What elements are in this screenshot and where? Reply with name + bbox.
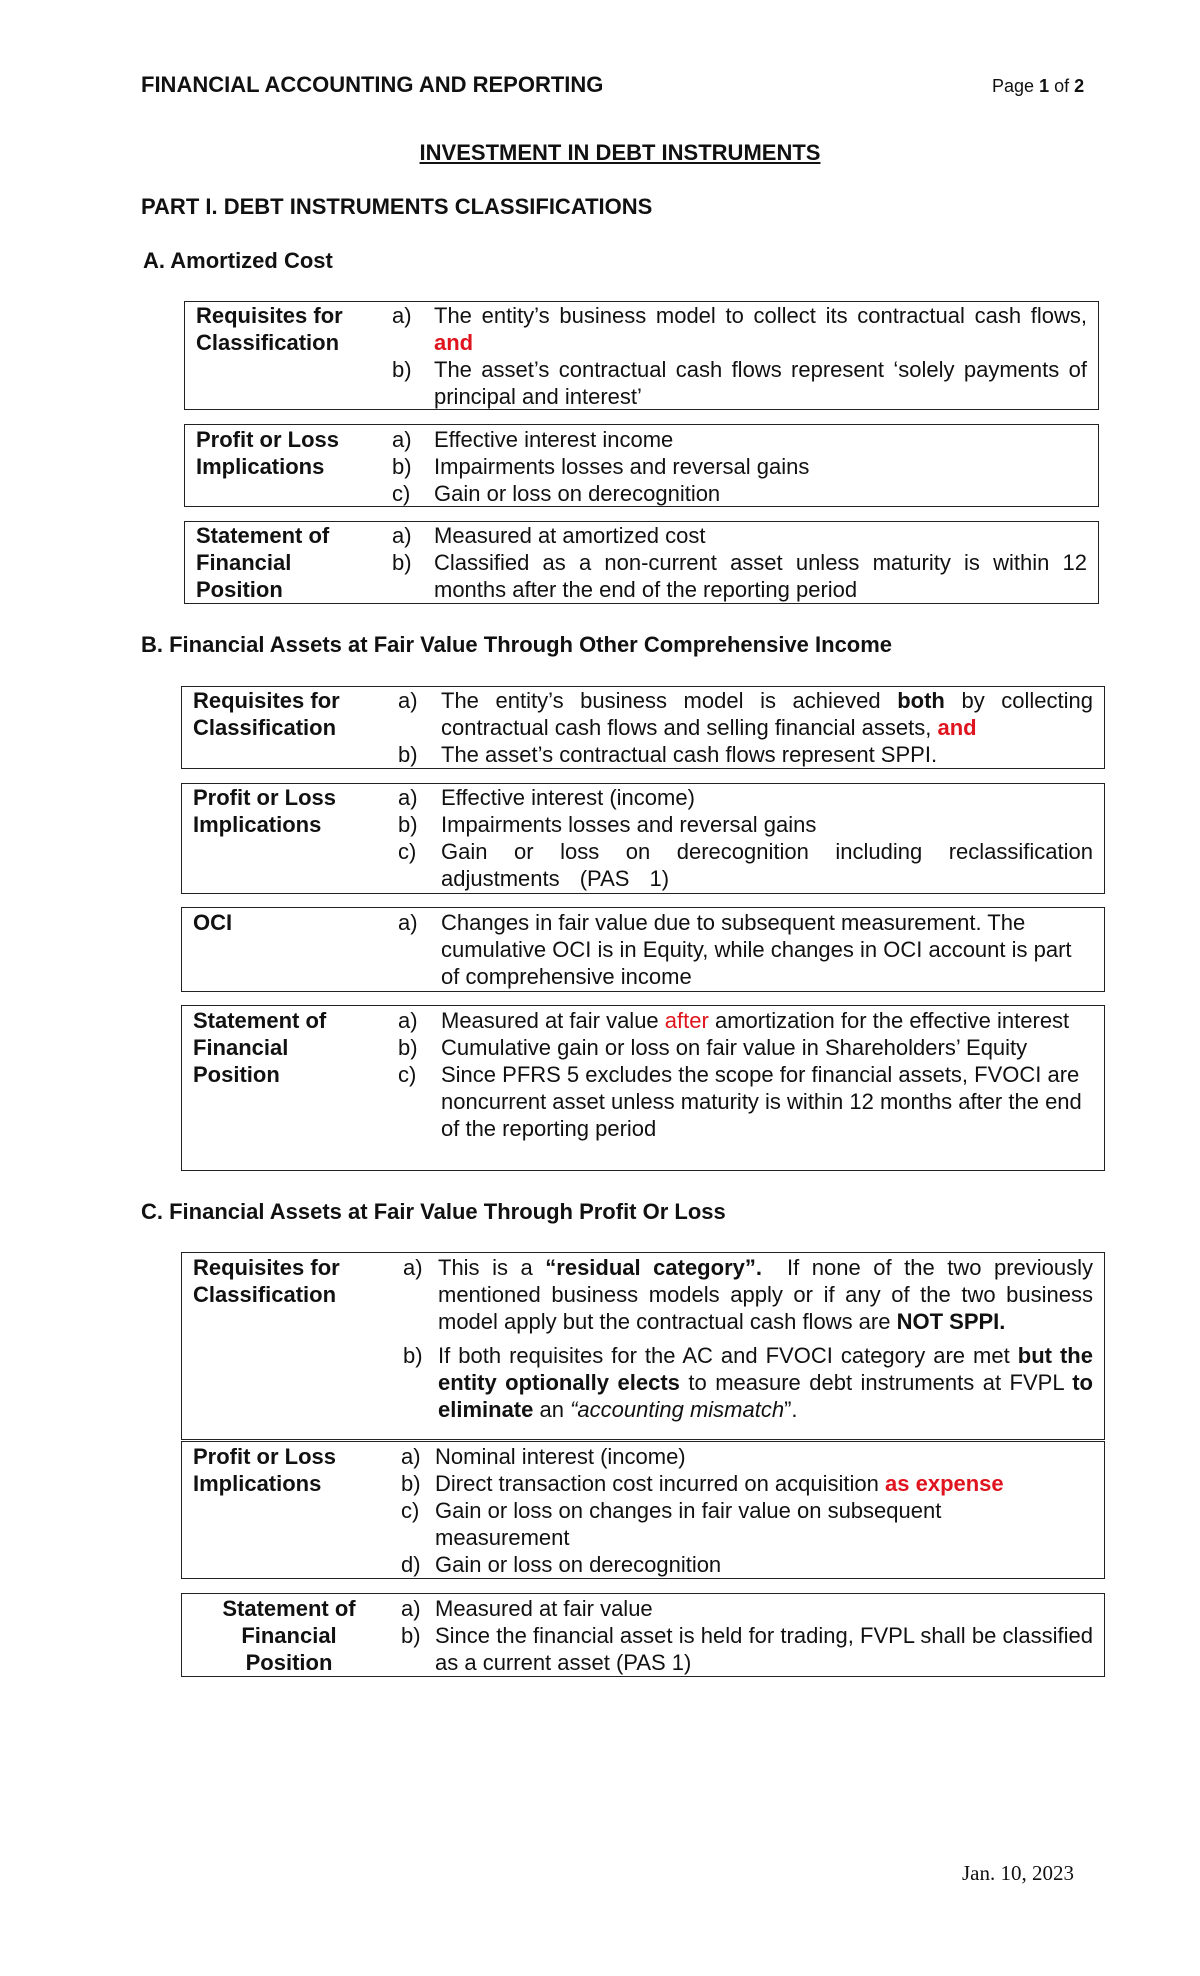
list-item: b) The asset’s contractual cash flows represent SPPI. bbox=[398, 742, 938, 767]
section-a-requisites-label: Requisites for Classification bbox=[196, 303, 343, 355]
page-current: 1 bbox=[1039, 76, 1050, 96]
list-item: c) Since PFRS 5 excludes the scope for financial assets, FVOCI are noncurrent asset unless maturity is within 12 months after the end of the reporting period bbox=[398, 1062, 1082, 1141]
section-a-heading: A. Amortized Cost bbox=[143, 248, 333, 273]
page-of: of bbox=[1054, 76, 1070, 96]
section-c-financial-position-label: Statement of Financial Position bbox=[222, 1596, 356, 1675]
section-a-profit-loss-label: Profit or Loss Implications bbox=[196, 427, 340, 479]
list-item: a) The entity’s business model is achieved both by collecting contractual cash flows and selling financial assets, and bbox=[398, 688, 1093, 740]
list-item: d) Gain or loss on derecognition bbox=[401, 1552, 722, 1577]
list-item: b) Impairments losses and reversal gains bbox=[398, 812, 817, 837]
section-b-heading: B. Financial Assets at Fair Value Through Other Comprehensive Income bbox=[141, 632, 893, 657]
part-title: PART I. DEBT INSTRUMENTS CLASSIFICATIONS bbox=[141, 194, 653, 219]
list-item: b) Impairments losses and reversal gains bbox=[392, 454, 810, 479]
list-item: a) Effective interest (income) bbox=[398, 785, 695, 810]
section-c-profit-loss-list bbox=[401, 1443, 1093, 1578]
section-c-financial-position-list bbox=[401, 1595, 1093, 1676]
section-b-requisites-list bbox=[398, 687, 1093, 768]
list-item: a) Effective interest income bbox=[392, 427, 674, 452]
section-c-profit-loss-label: Profit or Loss Implications bbox=[193, 1444, 337, 1496]
section-c-requisites-list bbox=[403, 1254, 1093, 1423]
section-a-financial-position-label: Statement of Financial Position bbox=[196, 523, 330, 602]
section-a-financial-position-list bbox=[392, 522, 1087, 603]
page-word: Page bbox=[992, 76, 1035, 96]
section-a-profit-loss-list bbox=[392, 426, 1087, 507]
section-c-requisites-label: Requisites for Classification bbox=[193, 1255, 340, 1307]
section-c-heading: C. Financial Assets at Fair Value Through Profit Or Loss bbox=[141, 1199, 726, 1224]
list-item: a) Changes in fair value due to subsequent measurement. The cumulative OCI is in Equity, while changes in OCI account is part of comprehensive income bbox=[398, 910, 1072, 989]
list-item: a) This is a “residual category”. If none of the two previously mentioned business models apply or if any of the two business model apply but the contractual cash flows are NOT SPPI. bbox=[403, 1255, 1093, 1334]
page-total: 2 bbox=[1074, 76, 1085, 96]
list-item: a) Measured at fair value after amortization for the effective interest bbox=[398, 1008, 1070, 1033]
list-item: c) Gain or loss on changes in fair value on subsequent measurement bbox=[401, 1498, 942, 1550]
section-b-profit-loss-label: Profit or Loss Implications bbox=[193, 785, 337, 837]
list-item: b) If both requisites for the AC and FVOCI category are met but the entity optionally elects to measure debt instruments at FVPL to eliminate an “accounting mismatch”. bbox=[403, 1343, 1093, 1422]
page-number bbox=[992, 76, 1084, 97]
list-item: b) Classified as a non-current asset unless maturity is within 12 months after the end of the reporting period bbox=[392, 550, 1087, 602]
list-item: b) Cumulative gain or loss on fair value in Shareholders’ Equity bbox=[398, 1035, 1028, 1060]
list-item: b) Since the financial asset is held for trading, FVPL shall be classified as a current asset (PAS 1) bbox=[401, 1623, 1093, 1675]
list-item: a) Measured at amortized cost bbox=[392, 523, 706, 548]
list-item: b) The asset’s contractual cash flows represent ‘solely payments of principal and interest’ bbox=[392, 357, 1087, 409]
section-b-oci-label: OCI bbox=[193, 910, 233, 935]
document-title: INVESTMENT IN DEBT INSTRUMENTS bbox=[419, 140, 821, 165]
section-b-financial-position-list bbox=[398, 1007, 1093, 1142]
section-b-requisites-label: Requisites for Classification bbox=[193, 688, 340, 740]
list-item: a) Measured at fair value bbox=[401, 1596, 653, 1621]
header-title: FINANCIAL ACCOUNTING AND REPORTING bbox=[141, 72, 604, 97]
section-b-profit-loss-list bbox=[398, 784, 1093, 892]
list-item: c) Gain or loss on derecognition bbox=[392, 481, 721, 506]
section-b-oci-list bbox=[398, 909, 1093, 990]
section-a-requisites-list bbox=[392, 302, 1087, 410]
list-item: a) The entity’s business model to collect its contractual cash flows, and bbox=[392, 303, 1087, 355]
list-item: a) Nominal interest (income) bbox=[401, 1444, 686, 1469]
footer-date: Jan. 10, 2023 bbox=[962, 1861, 1074, 1885]
list-item: c) Gain or loss on derecognition including reclassification adjustments (PAS 1) bbox=[398, 839, 1093, 891]
list-item: b) Direct transaction cost incurred on acquisition as expense bbox=[401, 1471, 1004, 1496]
section-b-financial-position-label: Statement of Financial Position bbox=[193, 1008, 327, 1087]
